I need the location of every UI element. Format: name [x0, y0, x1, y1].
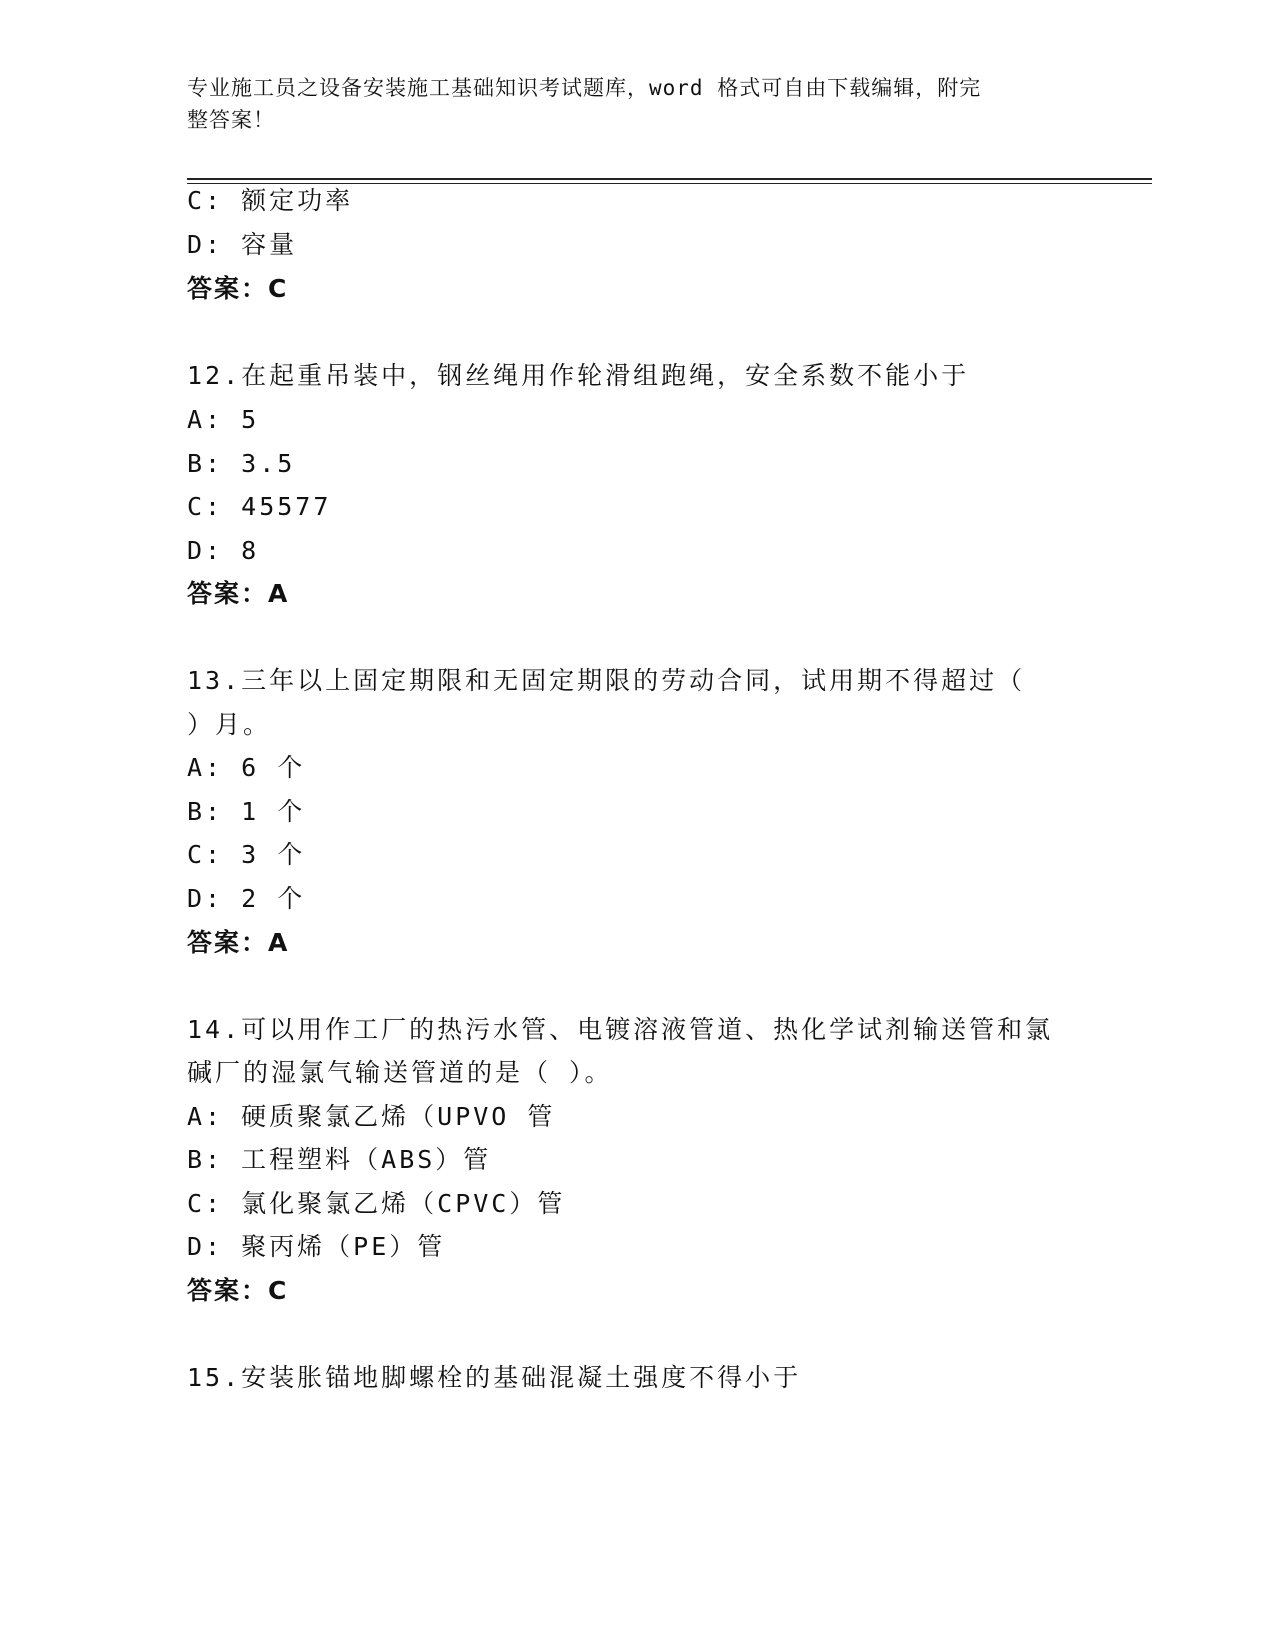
q14-option-d: D: 聚丙烯（PE）管: [187, 1232, 446, 1261]
q14-option-c: C: 氯化聚氯乙烯（CPVC）管: [187, 1189, 566, 1218]
q14-stem-line-2: 碱厂的湿氯气输送管道的是（ ）。: [187, 1058, 613, 1087]
document-header: [187, 72, 1067, 136]
q15-stem: 15.安装胀锚地脚螺栓的基础混凝土强度不得小于: [187, 1363, 802, 1392]
header-title-line-2: 整答案！: [187, 108, 275, 132]
q11-answer: 答案：C: [187, 274, 289, 303]
header-title-line-1: 专业施工员之设备安装施工基础知识考试题库，word 格式可自由下载编辑，附完: [187, 76, 982, 100]
q14-option-b: B: 工程塑料（ABS）管: [187, 1145, 492, 1174]
q14-option-a: A: 硬质聚氯乙烯（UPVO 管: [187, 1102, 556, 1131]
q13-option-b: B: 1 个: [187, 797, 306, 826]
q13-option-c: C: 3 个: [187, 840, 306, 869]
q14-stem-line-1: 14.可以用作工厂的热污水管、电镀溶液管道、热化学试剂输送管和氯: [187, 1015, 1054, 1044]
q13-stem-line-2: ）月。: [187, 710, 272, 739]
q13-answer: 答案：A: [187, 928, 290, 957]
q12-option-b: B: 3.5: [187, 449, 296, 478]
q13-option-a: A: 6 个: [187, 753, 306, 782]
q11-option-c: C: 额定功率: [187, 186, 354, 215]
q14-answer: 答案：C: [187, 1276, 289, 1305]
header-divider-thick: [187, 178, 1152, 180]
q11-option-d: D: 容量: [187, 230, 298, 259]
q13-option-d: D: 2 个: [187, 884, 306, 913]
q12-answer: 答案：A: [187, 579, 290, 608]
q12-stem: 12.在起重吊装中，钢丝绳用作轮滑组跑绳，安全系数不能小于: [187, 361, 970, 390]
q12-option-d: D: 8: [187, 536, 260, 565]
q12-option-c: C: 45577: [187, 492, 332, 521]
q12-option-a: A: 5: [187, 405, 260, 434]
q13-stem-line-1: 13.三年以上固定期限和无固定期限的劳动合同，试用期不得超过（: [187, 666, 1026, 695]
